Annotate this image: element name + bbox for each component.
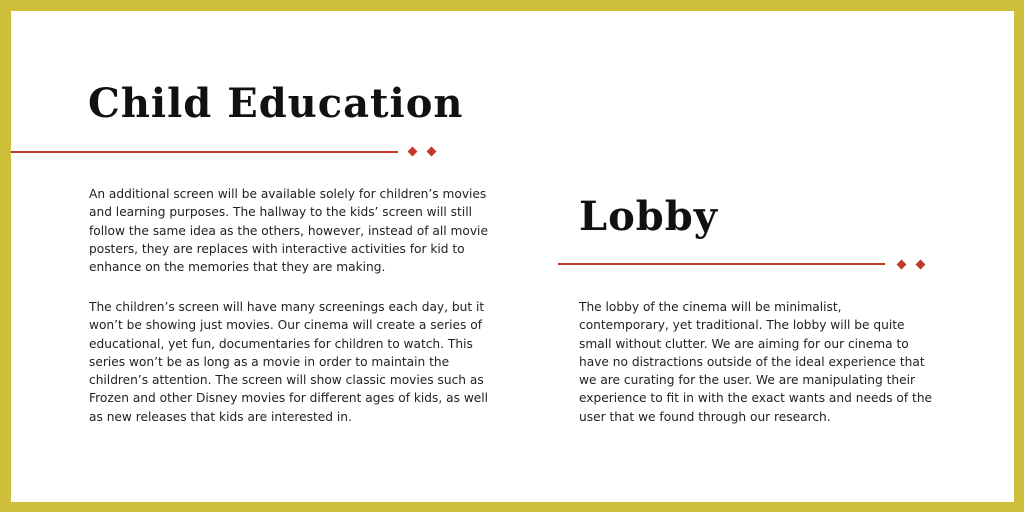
- child-education-title: Child Education: [88, 80, 464, 127]
- child-education-paragraph-2: The children’s screen will have many screenings each day, but it won’t be showing just movies. Our cinema will create a series of educational, yet fun, documentaries for children to watch. This series won’t be as long as a movie in order to maintain the children’s attention. The screen will show classic movies such as Frozen and other Disney movies for different ages of kids, as well as new releases that kids are interested in.: [89, 300, 489, 424]
- lobby-title: Lobby: [579, 193, 718, 240]
- lobby-divider: [558, 263, 885, 265]
- child-education-divider: [11, 151, 398, 153]
- lobby-paragraph: The lobby of the cinema will be minimalist, contemporary, yet traditional. The lobby will be quite small without clutter. We are aiming for our cinema to have no distractions outside of the ideal experience that we are curating for the user. We are manipulating their experience to fit in with the exact wants and needs of the user that we found through our research.: [579, 300, 933, 424]
- child-education-paragraph-1: An additional screen will be available solely for children’s movies and learning purposes. The hallway to the kids’ screen will still follow the same idea as the others, however, instead of all movie posters, they are replaces with interactive activities for kid to enhance on the memories that they are making.: [89, 187, 488, 275]
